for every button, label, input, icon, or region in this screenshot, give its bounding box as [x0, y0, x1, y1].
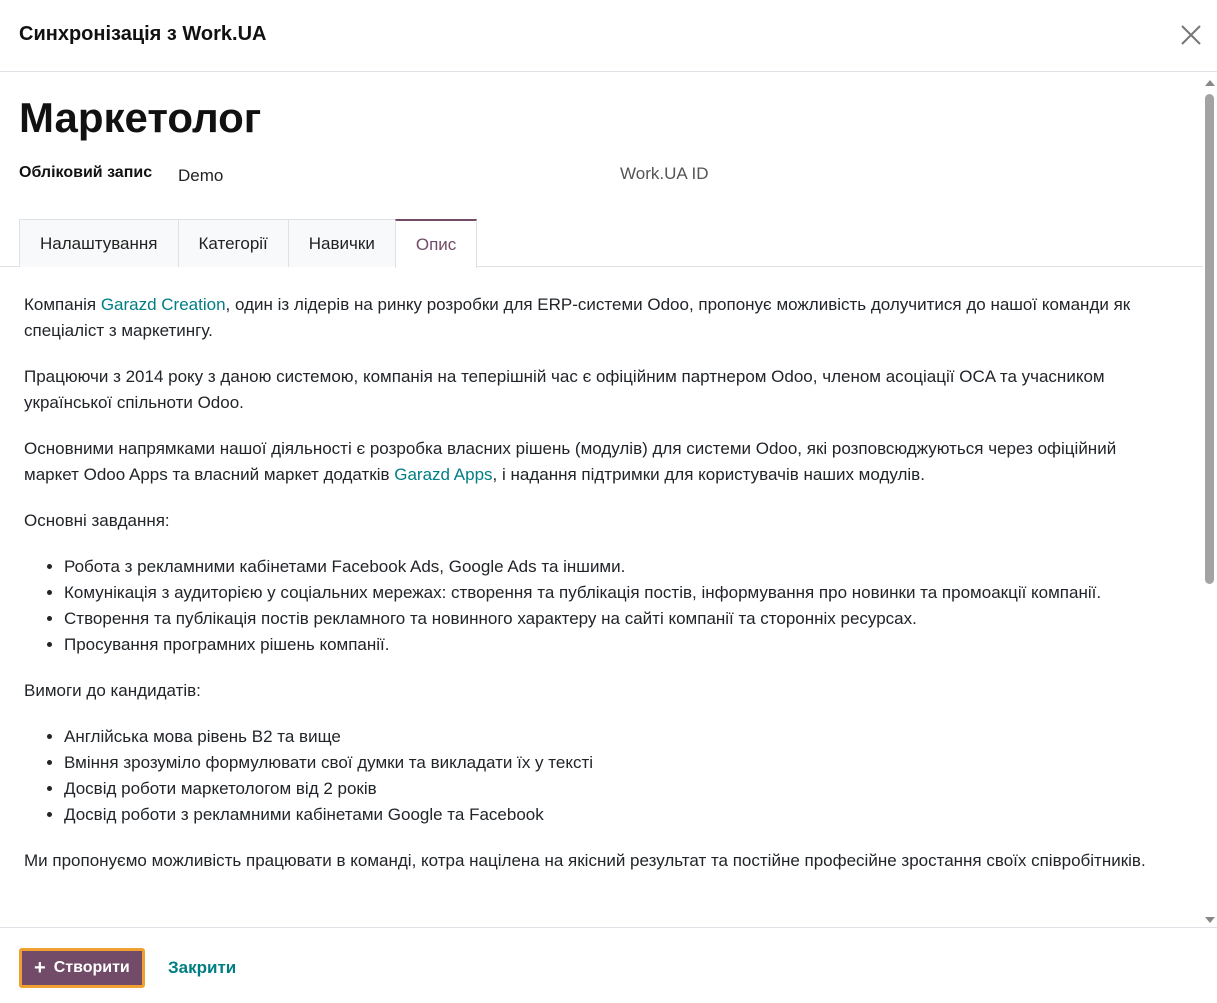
close-icon[interactable] [1179, 22, 1203, 48]
tab-categories[interactable]: Категорії [178, 219, 289, 267]
list-item: • Комунікація з аудиторією у соціальних мережах: створення та публікація постів, інформування про новинки та промоакції компанії. [64, 580, 1174, 606]
text: Основними напрямками нашої діяльності є розробка власних рішень (модулів) для системи Odoo, які розповсюджуються через офіційний маркет Odoo Apps та власний маркет додатків [24, 439, 1117, 484]
tasks-list [24, 554, 1174, 658]
requirements-list [24, 724, 1174, 828]
close-button[interactable]: Закрити [168, 958, 237, 977]
scroll-down-arrow-icon[interactable] [1205, 917, 1215, 923]
paragraph-closing: Ми пропонуємо можливість працювати в команді, котра націлена на якісний результат та постійне професійне зростання своїх співробітників. [24, 851, 1146, 870]
dialog-footer [0, 927, 1217, 1003]
garazd-apps-link[interactable]: Garazd Apps [394, 465, 493, 484]
account-value[interactable]: Demo [178, 166, 224, 185]
tab-description[interactable]: Опис [395, 219, 477, 268]
garazd-creation-link[interactable]: Garazd Creation [100, 295, 226, 314]
workua-id-label: Work.UA ID [620, 164, 709, 183]
list-item: • Досвід роботи з рекламними кабінетами Google та Facebook [64, 802, 1174, 828]
plus-icon: + [34, 957, 46, 979]
list-item: • Створення та публікація постів рекламного та новинного характеру на сайті компанії та сторонніх ресурсах. [64, 606, 1174, 632]
paragraph-activities [24, 436, 1174, 488]
account-label: Обліковий запис [19, 164, 153, 181]
paragraph-history: Працюючи з 2014 року з даною системою, компанія на теперішній час є офіційним партнером Odoo, членом асоціації OCA та учасником української спільноти Odoo. [24, 367, 1105, 412]
tasks-heading: Основні завдання: [24, 511, 170, 530]
list-item: • Вміння зрозуміло формулювати свої думки та викладати їх у тексті [64, 750, 1174, 776]
description-content [24, 292, 1174, 894]
paragraph-intro [24, 292, 1174, 344]
dialog-header [0, 0, 1217, 72]
text: Компанія [24, 295, 101, 314]
list-item: • Просування програмних рішень компанії. [64, 632, 1174, 658]
dialog-body [0, 72, 1217, 927]
create-button-label: Створити [53, 959, 130, 976]
tab-settings[interactable]: Налаштування [19, 219, 179, 267]
tab-skills[interactable]: Навички [288, 219, 396, 267]
text: , один із лідерів на ринку розробки для ERP-системи Odoo, пропонує можливість долучитися до нашої команди як спеціаліст з маркетингу. [24, 295, 1131, 340]
scroll-up-arrow-icon[interactable] [1205, 80, 1215, 86]
record-title: Маркетолог [19, 94, 262, 141]
list-item: • Англійська мова рівень B2 та вище [64, 724, 1174, 750]
vertical-scrollbar[interactable] [1202, 80, 1217, 923]
list-item: • Робота з рекламними кабінетами Facebook Ads, Google Ads та іншими. [64, 554, 1174, 580]
requirements-heading: Вимоги до кандидатів: [24, 681, 201, 700]
tab-bar [19, 219, 476, 267]
create-button[interactable] [19, 948, 145, 988]
dialog-title: Синхронізація з Work.UA [19, 23, 267, 45]
list-item: • Досвід роботи маркетологом від 2 років [64, 776, 1174, 802]
scrollbar-thumb[interactable] [1205, 94, 1214, 584]
text: , і надання підтримки для користувачів наших модулів. [492, 465, 925, 484]
